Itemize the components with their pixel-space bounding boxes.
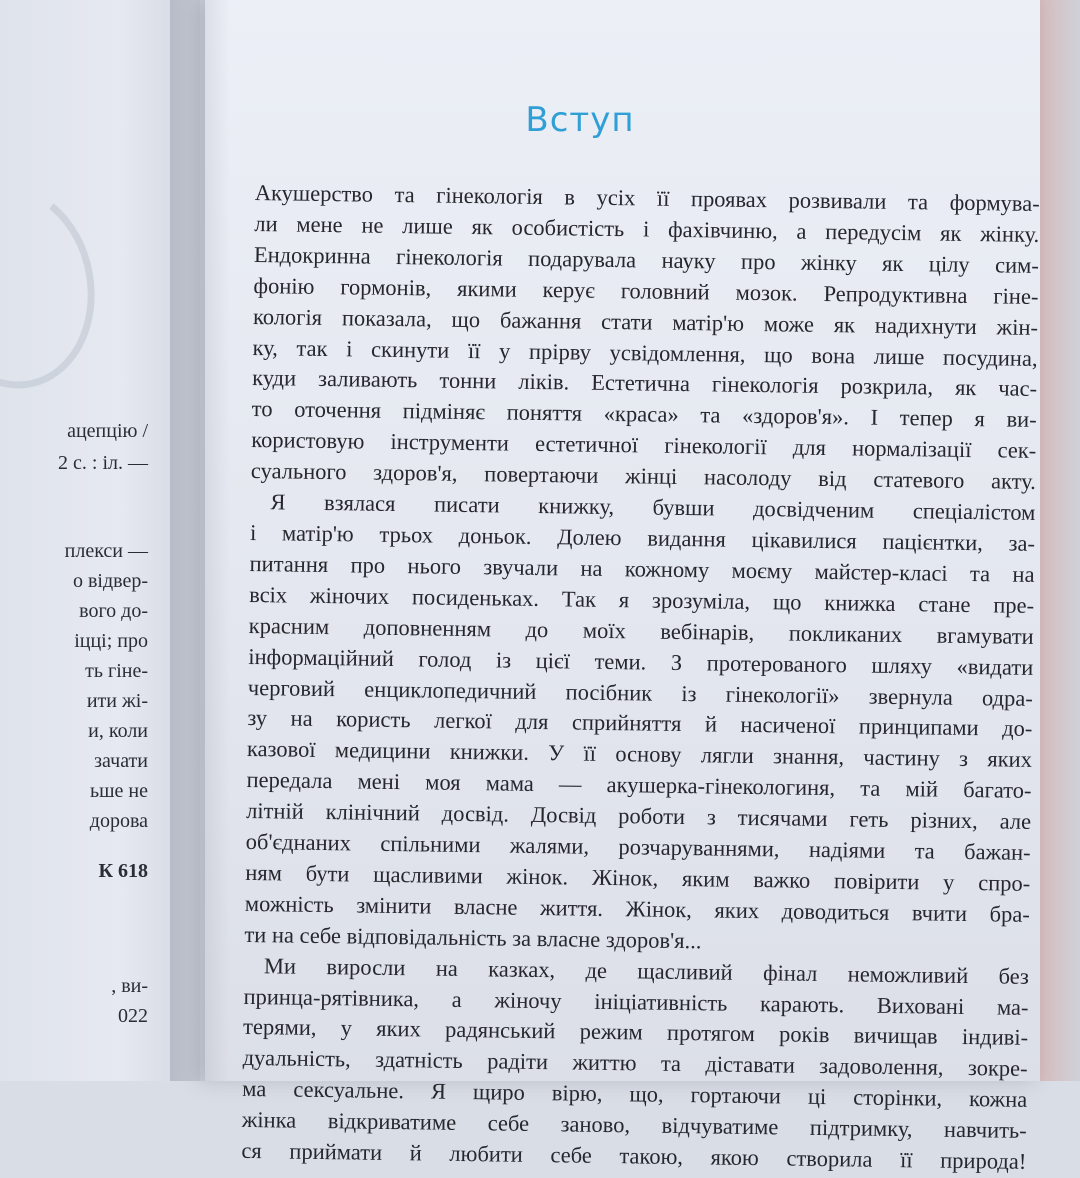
text-line: красним доповненням до моїх вебінарів, покликаних вгамувати (248, 612, 1034, 649)
text-line: літній клінічний досвід. Досвід роботи з тисячами геть різних, але (245, 798, 1032, 835)
text-line: ням бути щасливими жінок. Жінок, яким важко повірити у спро- (245, 859, 1031, 896)
text-line: інформаційний голод із цієї теми. З протерованого шляху «видати (248, 643, 1034, 680)
text-line: можність змінити власне життя. Жінок, яких доводиться вчити бра- (244, 890, 1030, 927)
text-line: Я взялася писати книжку, бувши досвідченим спеціалістом (270, 489, 1036, 525)
left-page-fragment: К 618 (98, 860, 148, 882)
left-page-fragment: плекси — (64, 540, 148, 562)
left-page-fragment: и, коли (88, 720, 148, 742)
left-page-fragment: ити жі- (86, 690, 148, 712)
left-page-fragment: вого до- (79, 600, 148, 622)
left-page-fragment: ть гіне- (85, 660, 148, 682)
text-line: черговий енциклопедичний посібник із гінекології» звернула одра- (247, 674, 1033, 711)
body-text (241, 178, 1040, 1178)
left-page-fragment: , ви- (111, 975, 148, 997)
text-line: ли мене не лише як особистість і фахівчиню, а передусім як жінку. (254, 210, 1040, 247)
text-line: казової медицини книжки. У її основу лягли знання, частину з яких (246, 736, 1033, 773)
decorative-arc (0, 172, 110, 401)
text-line: об'єднаних спільними жалями, розчаруваннями, надіями та бажан- (245, 828, 1031, 865)
left-page-fragment: 022 (118, 1005, 148, 1027)
left-page (0, 0, 200, 1081)
text-line: кологія показала, що бажання стати матір'ю може як надихнути жін- (252, 303, 1039, 340)
left-page-fragment: ьше не (90, 780, 148, 802)
text-line: передала мені моя мама — акушерка-гінекологиня, та мій багато- (246, 767, 1032, 804)
text-line: і матір'ю трьох доньок. Долею видання цікавилися пацієнтки, за- (249, 519, 1036, 556)
text-line: суального здоров'я, повертаючи жінці насолоду від статевого акту. (250, 458, 1037, 495)
text-line: Ми виросли на казках, де щасливий фінал неможливий без (263, 952, 1030, 989)
text-line: користовую інструменти естетичної гінекології для нормалізації сек- (251, 427, 1037, 464)
text-line: терями, у яких радянський режим протягом років вичищав індиві- (242, 1014, 1029, 1051)
text-line: ку, так і скинути її у прірву усвідомлення, що вона лише посудина, (252, 334, 1038, 371)
text-line: куди заливають тонни ліків. Естетична гінекологія розкрила, як час- (252, 365, 1038, 402)
text-line: ти на себе відповідальність за власне здоров'я... (244, 921, 702, 954)
left-page-fragment: о відвер- (72, 570, 148, 592)
text-line: жінка відкриватиме себе заново, відчуватиме підтримку, навчить- (241, 1107, 1027, 1144)
text-line: дуальність, здатність радіти життю та діставати задоволення, зокре- (242, 1045, 1028, 1082)
text-line: принца-рятівника, а жіночу ініціативність карають. Виховані ма- (243, 983, 1029, 1020)
text-line: ма сексуальне. Я щиро вірю, що, гортаючи ці сторінки, кожна (242, 1076, 1028, 1113)
left-page-fragment: іцці; про (74, 630, 148, 652)
left-page-fragment: 2 с. : іл. — (58, 452, 148, 474)
left-page-fragment: дорова (89, 810, 148, 832)
text-line: фонію гормонів, якими керує головний мозок. Репродуктивна гіне- (253, 272, 1039, 309)
left-page-fragment: ацепцію / (67, 420, 148, 442)
text-line: зу на користь легкої для сприйняття й насиченої принципами до- (247, 705, 1033, 742)
text-line: Акушерство та гінекологія в усіх її проявах розвивали та формува- (254, 179, 1040, 216)
chapter-title: Вступ (525, 100, 635, 140)
text-line: всіх жіночих посиденьках. Так я зрозуміла, що книжка стане пре- (249, 581, 1035, 618)
text-line: ся приймати й любити себе такою, якою створила її природа! (241, 1138, 1027, 1174)
left-page-fragment: зачати (94, 750, 148, 772)
text-line: то оточення підміняє поняття «краса» та «здоров'я». І тепер я ви- (251, 396, 1037, 433)
text-line: Ендокринна гінекологія подарувала науку про жінку як цілу сим- (253, 241, 1040, 278)
text-line: питання про нього звучали на кожному моєму майстер-класі та на (249, 550, 1035, 587)
